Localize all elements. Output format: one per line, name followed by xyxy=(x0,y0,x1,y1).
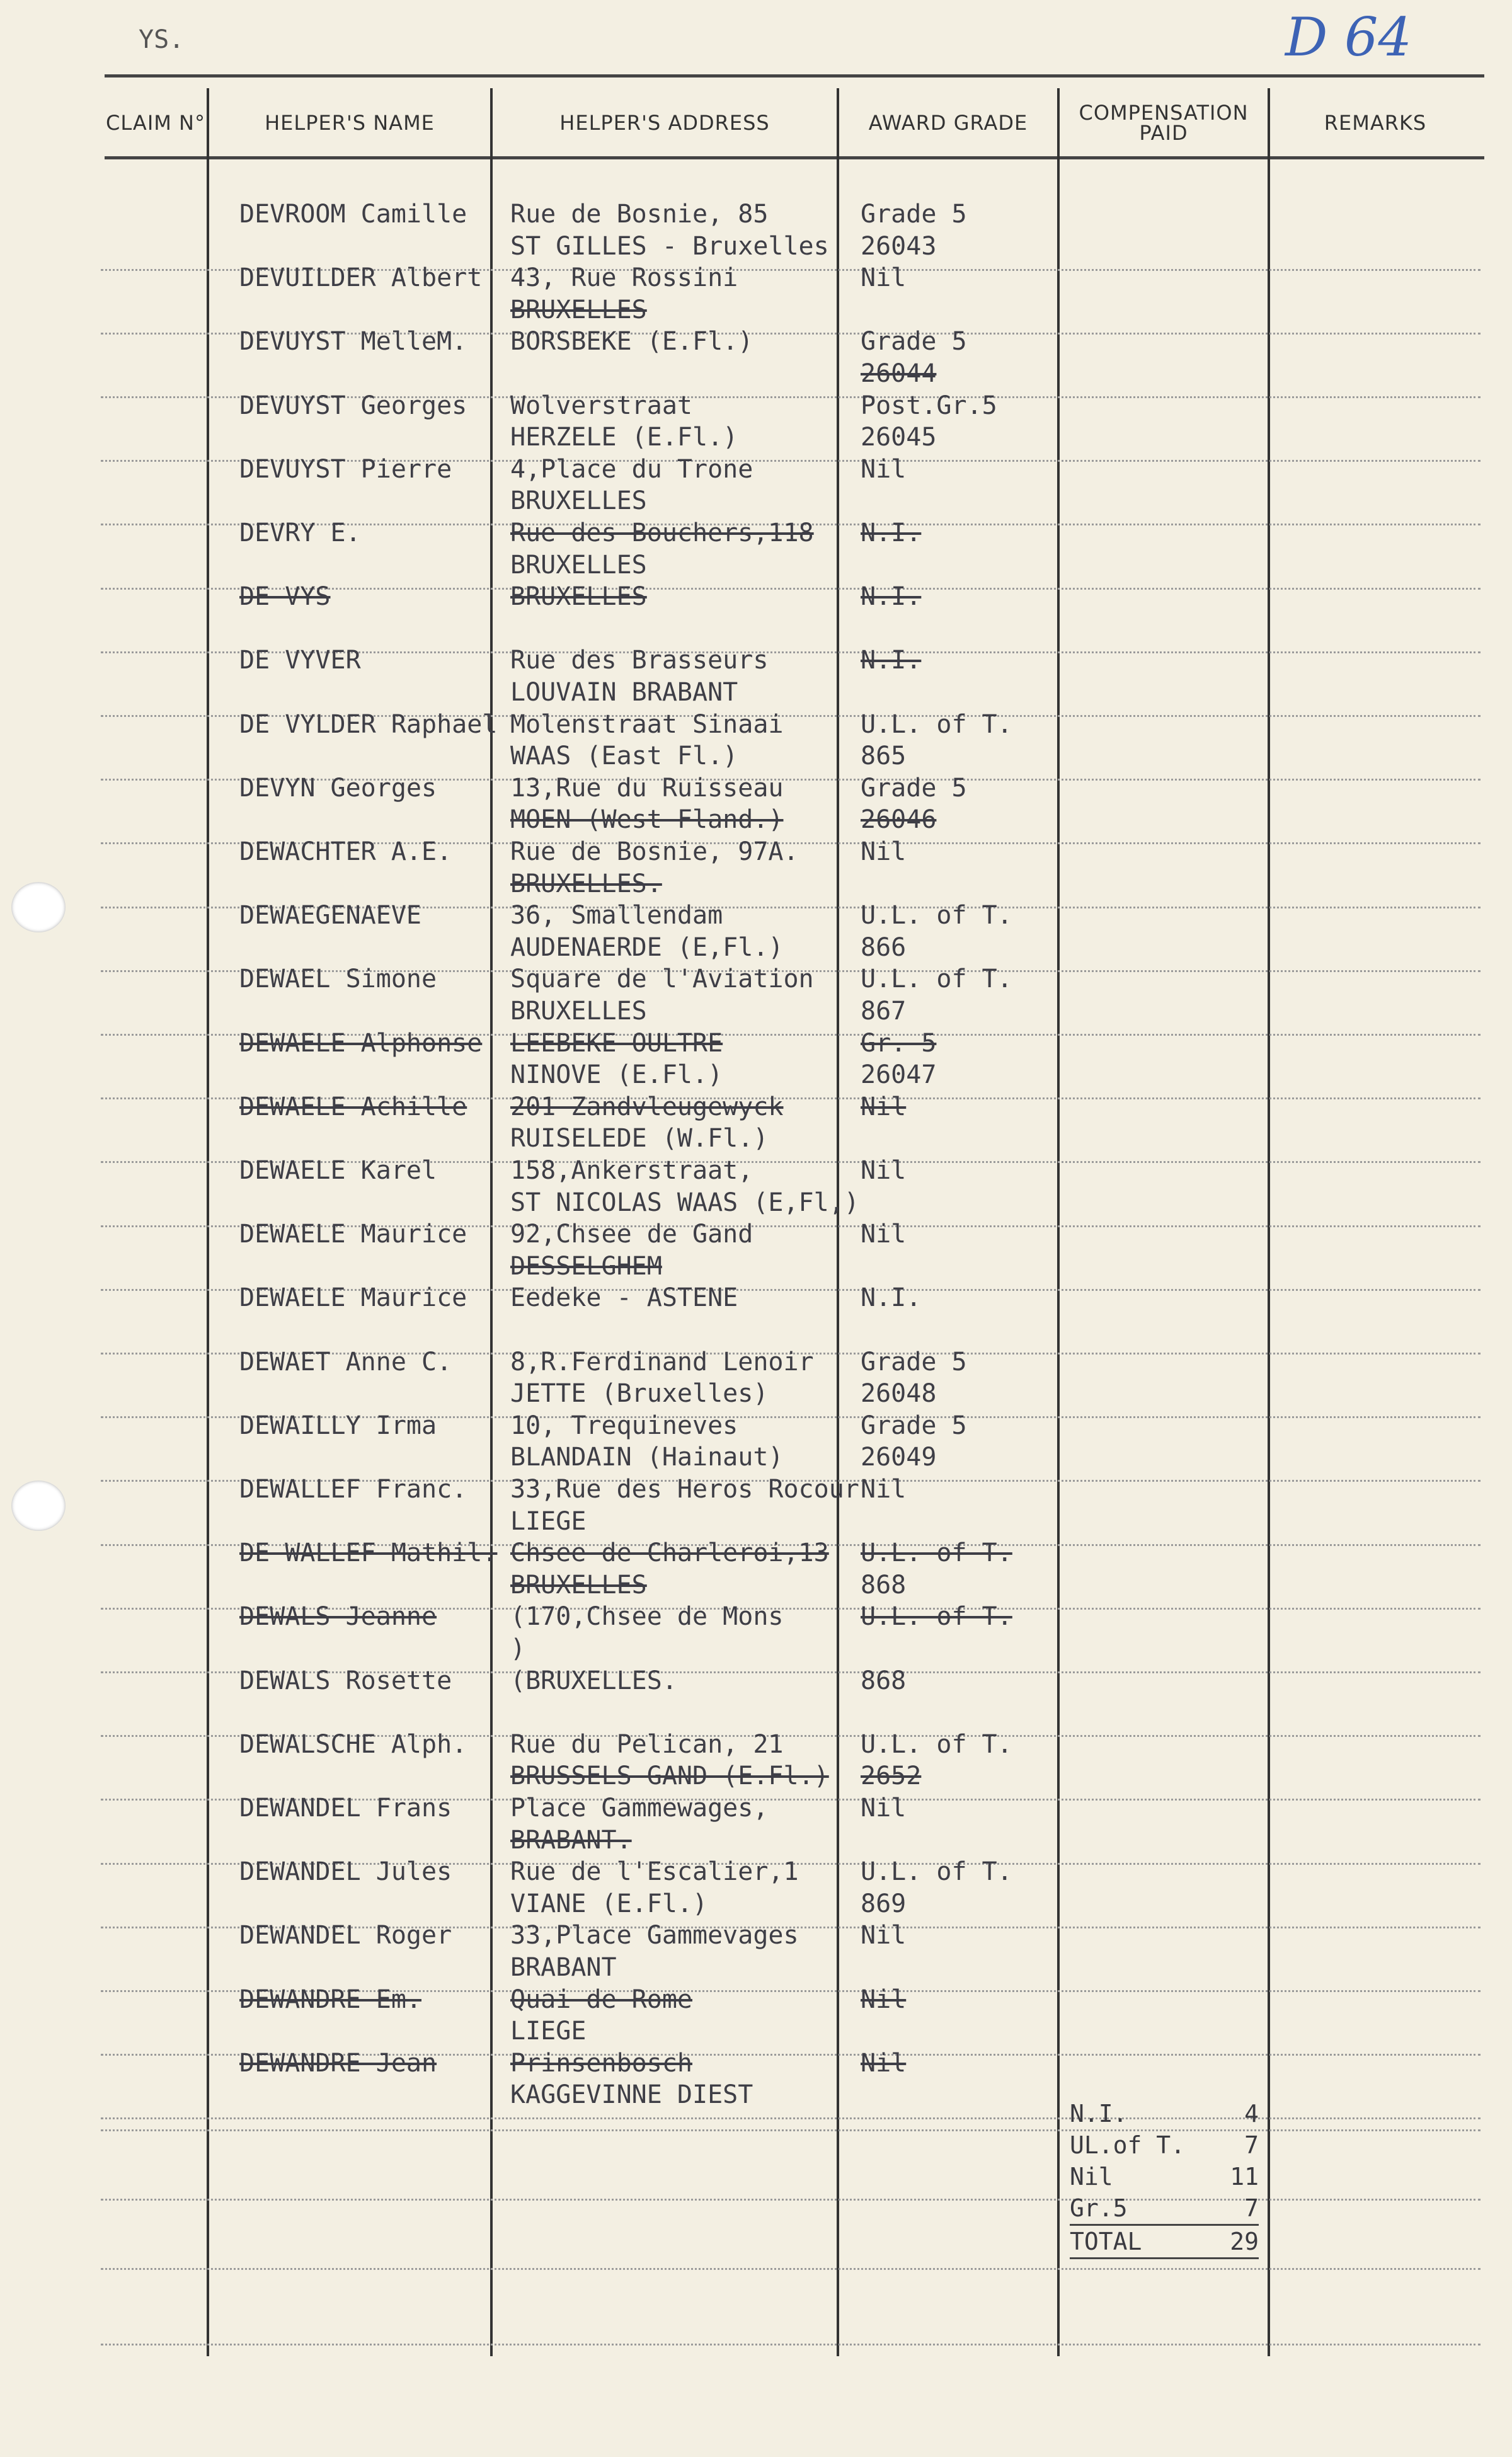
row-separator xyxy=(101,2199,1480,2201)
award-grade: U.L. of T. xyxy=(861,709,1012,739)
helper-address: BRUXELLES xyxy=(510,486,647,516)
award-grade: N.I. xyxy=(861,1283,922,1313)
award-grade: 869 xyxy=(861,1889,907,1918)
helper-address: Rue des Brasseurs xyxy=(510,646,769,675)
award-grade: U.L. of T. xyxy=(861,965,1012,994)
award-grade: 866 xyxy=(861,932,907,962)
helper-address: KAGGEVINNE DIEST xyxy=(510,2080,753,2110)
helper-name: DE VYVER xyxy=(239,646,361,675)
row-separator xyxy=(101,2129,1480,2131)
helper-name: DEVROOM Camille xyxy=(239,200,467,229)
helper-name: DEWAELE Maurice xyxy=(239,1283,467,1313)
helper-address: LOUVAIN BRABANT xyxy=(510,678,738,707)
helper-name: DEWANDRE Em. xyxy=(239,1984,421,2014)
award-grade: Grade 5 xyxy=(861,1411,967,1440)
column-divider xyxy=(490,88,493,2356)
helper-address: Rue du Pelican, 21 xyxy=(510,1729,784,1759)
award-grade: 26049 xyxy=(861,1443,937,1472)
helper-address: BRUXELLES xyxy=(510,997,647,1026)
corner-code: YS. xyxy=(139,25,185,54)
award-grade: Nil xyxy=(861,1921,907,1950)
helper-address: BRUXELLES xyxy=(510,550,647,580)
col-header-claim: CLAIM N° xyxy=(106,111,205,135)
helper-name: DEWACHTER A.E. xyxy=(239,837,452,866)
helper-name: DEWAELE Alphonse xyxy=(239,1028,483,1058)
award-grade: Gr. 5 xyxy=(861,1028,937,1058)
helper-name: DEVUILDER Albert xyxy=(239,263,483,293)
award-grade: N.I. xyxy=(861,518,922,547)
col-header-address: HELPER'S ADDRESS xyxy=(559,111,770,135)
helper-address: Prinsenbosch xyxy=(510,2048,692,2078)
helper-name: DEWAET Anne C. xyxy=(239,1347,452,1377)
helper-address: BRUXELLES xyxy=(510,1570,647,1600)
helper-address: BRABANT xyxy=(510,1953,617,1982)
helper-name: DEVUYST Pierre xyxy=(239,454,452,484)
helper-address: Eedeke - ASTENE xyxy=(510,1283,738,1313)
award-grade: U.L. of T. xyxy=(861,901,1012,931)
helper-address: Place Gammewages, xyxy=(510,1794,769,1823)
column-divider xyxy=(1057,88,1060,2356)
helper-address: Chsee de Charleroi,13 xyxy=(510,1538,829,1568)
award-grade: Post.Gr.5 xyxy=(861,391,997,420)
col-header-grade: AWARD GRADE xyxy=(868,111,1028,135)
punch-hole xyxy=(11,882,66,932)
award-grade: Nil xyxy=(861,263,907,293)
helper-address: LEEBEKE OULTRE xyxy=(510,1028,723,1058)
helper-address: DESSELGHEM xyxy=(510,1251,662,1281)
helper-address: (BRUXELLES. xyxy=(510,1666,677,1695)
col-header-remarks: REMARKS xyxy=(1324,111,1427,135)
helper-address: 158,Ankerstraat, xyxy=(510,1156,753,1185)
column-divider xyxy=(1268,88,1270,2356)
row-separator xyxy=(101,2268,1480,2270)
helper-name: DEWAILLY Irma xyxy=(239,1411,437,1440)
helper-name: DEWAELE Achille xyxy=(239,1092,467,1121)
helper-address: NINOVE (E.Fl.) xyxy=(510,1060,723,1090)
award-grade: N.I. xyxy=(861,646,922,675)
award-grade: 865 xyxy=(861,742,907,771)
helper-address: ) xyxy=(510,1634,526,1663)
helper-address: (170,Chsee de Mons xyxy=(510,1602,784,1632)
helper-address: BRUXELLES xyxy=(510,582,647,612)
award-grade: Grade 5 xyxy=(861,773,967,803)
helper-address: 33,Place Gammevages xyxy=(510,1921,799,1950)
helper-address: HERZELE (E.Fl.) xyxy=(510,423,738,452)
col-header-compensation: COMPENSATION PAID xyxy=(1079,101,1249,145)
award-grade: 26043 xyxy=(861,231,937,261)
award-grade: U.L. of T. xyxy=(861,1857,1012,1887)
helper-address: BRUXELLES xyxy=(510,295,647,324)
award-grade: Nil xyxy=(861,1156,907,1185)
helper-name: DEVUYST MelleM. xyxy=(239,327,467,357)
helper-address: WAAS (East Fl.) xyxy=(510,742,738,771)
column-divider xyxy=(837,88,839,2356)
helper-name: DEWAELE Maurice xyxy=(239,1220,467,1249)
helper-address: 92,Chsee de Gand xyxy=(510,1220,753,1249)
helper-name: DEWAEGENAEVE xyxy=(239,901,421,931)
helper-name: DE WALLEF Mathil. xyxy=(239,1538,498,1568)
helper-address: LIEGE xyxy=(510,2017,587,2046)
award-grade: 26046 xyxy=(861,805,937,835)
helper-address: BLANDAIN (Hainaut) xyxy=(510,1443,784,1472)
helper-name: DEWANDRE Jean xyxy=(239,2048,437,2078)
award-grade: 867 xyxy=(861,997,907,1026)
helper-name: DEWALSCHE Alph. xyxy=(239,1729,467,1759)
helper-name: DE VYS xyxy=(239,582,331,612)
helper-name: DEWALS Jeanne xyxy=(239,1602,437,1632)
column-divider xyxy=(207,88,209,2356)
helper-name: DEWANDEL Jules xyxy=(239,1857,452,1887)
award-grade: 2652 xyxy=(861,1761,922,1791)
award-grade: Nil xyxy=(861,1794,907,1823)
award-grade: 868 xyxy=(861,1570,907,1600)
helper-address: 10, Trequineves xyxy=(510,1411,738,1440)
helper-address: Rue de Bosnie, 97A. xyxy=(510,837,799,866)
helper-name: DEVUYST Georges xyxy=(239,391,467,420)
helper-address: 4,Place du Trone xyxy=(510,454,753,484)
award-grade: Nil xyxy=(861,1220,907,1249)
award-grade: Nil xyxy=(861,454,907,484)
award-grade: Nil xyxy=(861,2048,907,2078)
award-grade: 868 xyxy=(861,1666,907,1695)
helper-address: Square de l'Aviation xyxy=(510,965,814,994)
award-grade: 26044 xyxy=(861,359,937,388)
award-grade: Nil xyxy=(861,1092,907,1121)
award-grade: 26047 xyxy=(861,1060,937,1090)
helper-address: BRABANT. xyxy=(510,1825,632,1855)
helper-address: 8,R.Ferdinand Lenoir xyxy=(510,1347,814,1377)
helper-address: AUDENAERDE (E,Fl.) xyxy=(510,932,784,962)
helper-address: RUISELEDE (W.Fl.) xyxy=(510,1124,769,1154)
helper-name: DEVRY E. xyxy=(239,518,361,547)
helper-name: DEWALS Rosette xyxy=(239,1666,452,1695)
helper-address: 201 Zandvleugewyck xyxy=(510,1092,784,1121)
col-header-name: HELPER'S NAME xyxy=(265,111,435,135)
totals-box: N.I. 4 UL.of T. 7 Nil 11 Gr.5 7 TOTAL 29 xyxy=(1070,2098,1259,2259)
helper-address: JETTE (Bruxelles) xyxy=(510,1379,769,1409)
award-grade: U.L. of T. xyxy=(861,1538,1012,1568)
row-separator xyxy=(101,2344,1480,2345)
helper-name: DEWALLEF Franc. xyxy=(239,1475,467,1504)
award-grade: 26048 xyxy=(861,1379,937,1409)
row-separator xyxy=(101,2117,1480,2119)
helper-address: ST NICOLAS WAAS (E,Fl,) xyxy=(510,1188,859,1217)
helper-address: BRUXELLES. xyxy=(510,869,662,898)
helper-name: DEVYN Georges xyxy=(239,773,437,803)
helper-address: ST GILLES - Bruxelles xyxy=(510,231,829,261)
helper-address: Rue de Bosnie, 85 xyxy=(510,200,769,229)
award-grade: 26045 xyxy=(861,423,937,452)
helper-address: 33,Rue des Heros Rocour xyxy=(510,1475,859,1504)
helper-address: VIANE (E.Fl.) xyxy=(510,1889,708,1918)
helper-address: Wolverstraat xyxy=(510,391,692,420)
helper-address: Molenstraat Sinaai xyxy=(510,709,784,739)
helper-address: Rue des Bouchers,118 xyxy=(510,518,814,547)
award-grade: N.I. xyxy=(861,582,922,612)
helper-name: DEWANDEL Frans xyxy=(239,1794,452,1823)
punch-hole xyxy=(11,1480,66,1531)
helper-address: BORSBEKE (E.Fl.) xyxy=(510,327,753,357)
helper-name: DEWAELE Karel xyxy=(239,1156,437,1185)
award-grade: Grade 5 xyxy=(861,327,967,357)
award-grade: Nil xyxy=(861,1984,907,2014)
helper-name: DEWAEL Simone xyxy=(239,965,437,994)
award-grade: Nil xyxy=(861,1475,907,1504)
top-rule xyxy=(105,74,1484,77)
helper-address: BRUSSELS GAND (E.Fl.) xyxy=(510,1761,829,1791)
helper-address: 43, Rue Rossini xyxy=(510,263,738,293)
helper-address: 36, Smallendam xyxy=(510,901,723,931)
reference-mark: D 64 xyxy=(1285,6,1412,68)
helper-address: Rue de l'Escalier,1 xyxy=(510,1857,799,1887)
helper-name: DE VYLDER Raphael xyxy=(239,709,498,739)
award-grade: Grade 5 xyxy=(861,1347,967,1377)
helper-address: MOEN (West Fland.) xyxy=(510,805,784,835)
award-grade: Grade 5 xyxy=(861,200,967,229)
award-grade: U.L. of T. xyxy=(861,1602,1012,1632)
helper-name: DEWANDEL Roger xyxy=(239,1921,452,1950)
award-grade: U.L. of T. xyxy=(861,1729,1012,1759)
helper-address: LIEGE xyxy=(510,1506,587,1536)
helper-address: 13,Rue du Ruisseau xyxy=(510,773,784,803)
helper-address: Quai de Rome xyxy=(510,1984,692,2014)
award-grade: Nil xyxy=(861,837,907,866)
